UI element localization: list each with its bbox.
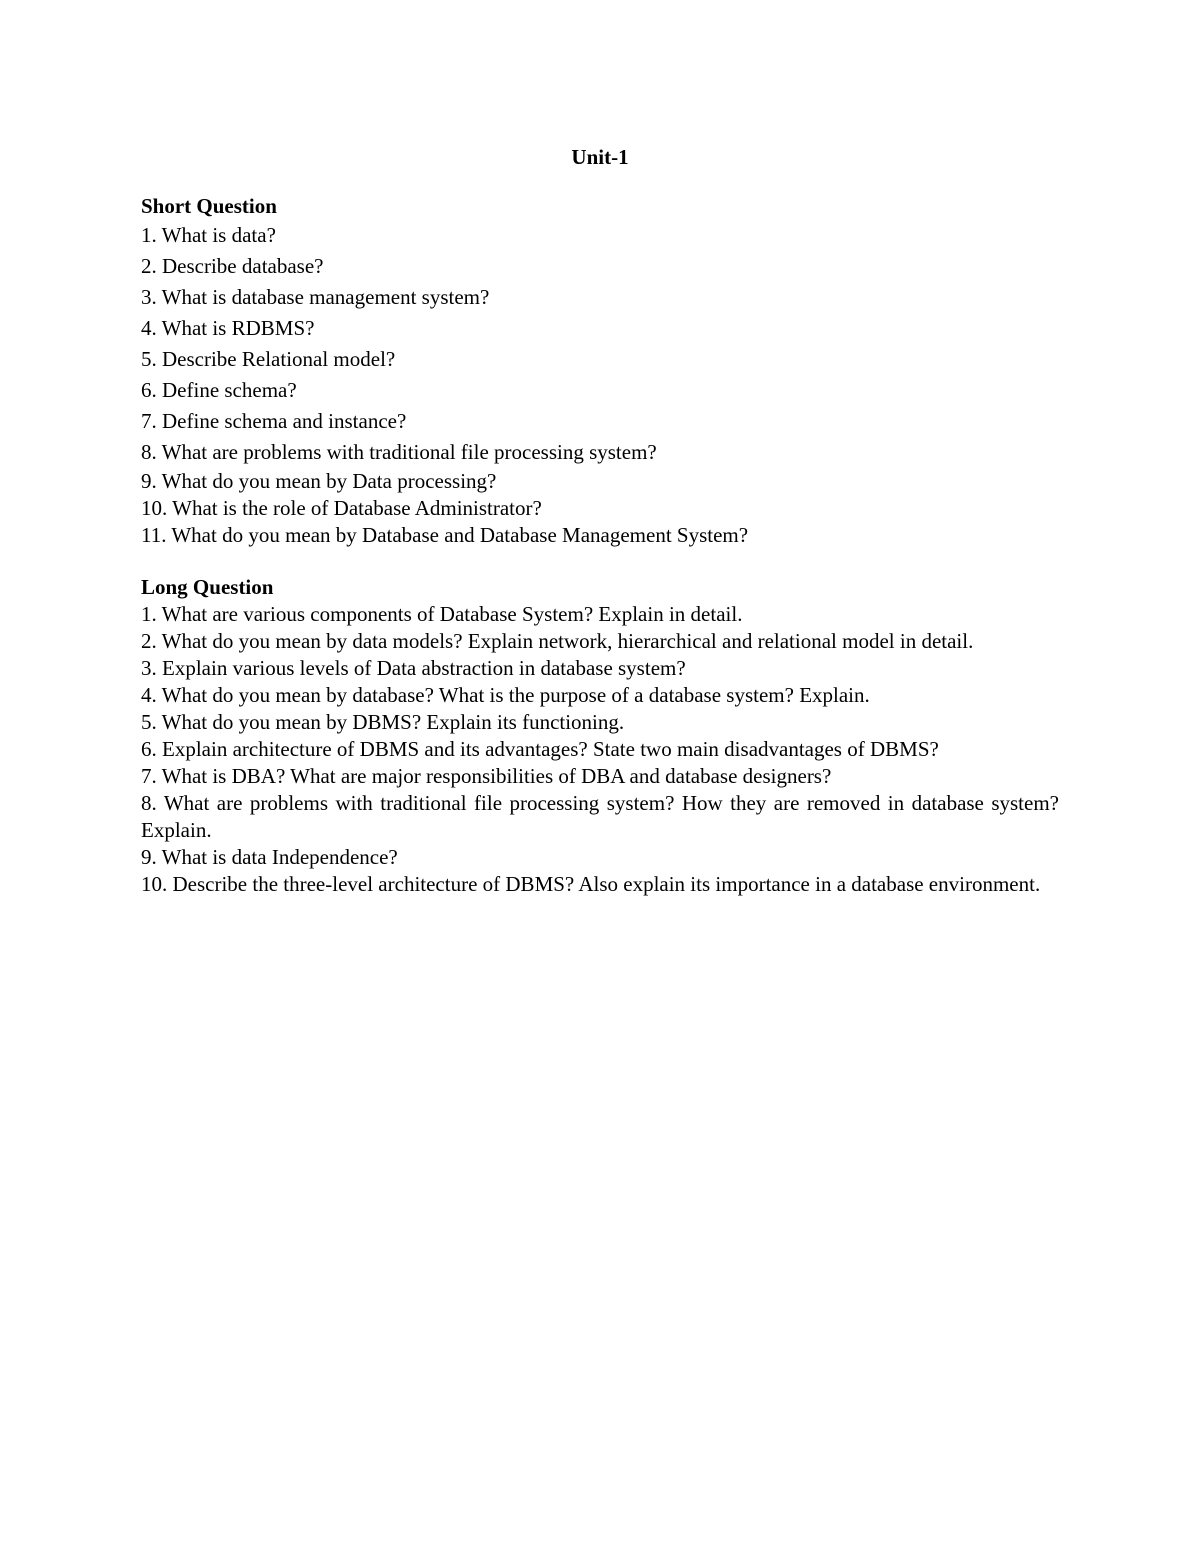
long-question-section [141,573,1059,898]
unit-title: Unit-1 [571,145,629,169]
long-question-item: 1. What are various components of Database System? Explain in detail. [141,602,743,626]
document-content [141,142,1059,898]
long-question-item: 5. What do you mean by DBMS? Explain its functioning. [141,710,625,734]
short-question-item: 10. What is the role of Database Administrator? [141,496,542,520]
short-question-item: 3. What is database management system? [141,285,490,309]
short-question-item: 2. Describe database? [141,254,324,278]
long-question-item: 2. What do you mean by data models? Explain network, hierarchical and relational model in detail. [141,629,974,653]
long-question-item: 8. What are problems with traditional file processing system? How they are removed in database system? Explain. [141,791,1059,842]
long-question-item: 10. Describe the three-level architecture of DBMS? Also explain its importance in a database environment. [141,872,1041,896]
short-question-section [141,192,1059,549]
short-question-item: 1. What is data? [141,223,276,247]
long-question-item: 3. Explain various levels of Data abstraction in database system? [141,656,686,680]
short-question-item: 7. Define schema and instance? [141,409,407,433]
long-question-item: 4. What do you mean by database? What is the purpose of a database system? Explain. [141,683,870,707]
short-question-item: 4. What is RDBMS? [141,316,315,340]
long-question-heading: Long Question [141,575,274,599]
short-question-item: 11. What do you mean by Database and Database Management System? [141,523,749,547]
long-question-list [141,601,1059,898]
short-question-item: 5. Describe Relational model? [141,347,396,371]
short-question-heading: Short Question [141,194,277,218]
short-question-item: 9. What do you mean by Data processing? [141,469,497,493]
short-question-list [141,220,1059,549]
long-question-item: 6. Explain architecture of DBMS and its advantages? State two main disadvantages of DBMS? [141,737,939,761]
short-question-item: 6. Define schema? [141,378,297,402]
short-question-item: 8. What are problems with traditional file processing system? [141,440,657,464]
long-question-item: 9. What is data Independence? [141,845,398,869]
long-question-item: 7. What is DBA? What are major responsibilities of DBA and database designers? [141,764,832,788]
